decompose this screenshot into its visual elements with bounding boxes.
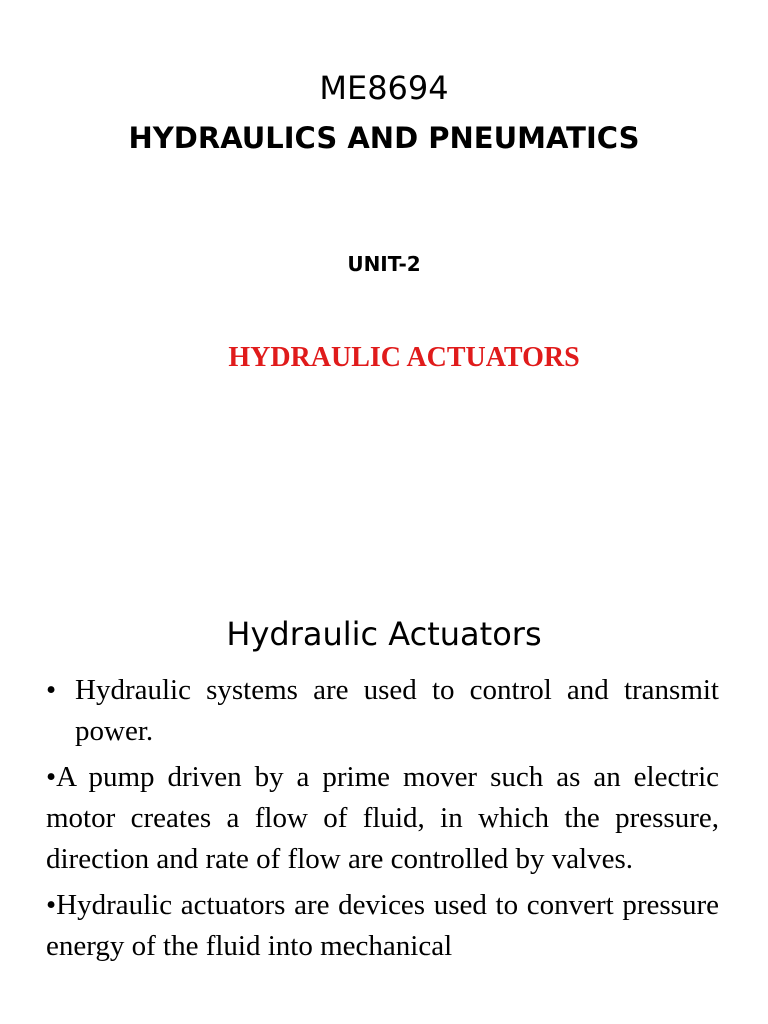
list-item [46,885,719,967]
bullet-icon: • [46,761,57,793]
list-item [46,670,719,752]
bullet-text: Hydraulic actuators are devices used to convert pressure energy of the fluid into mechanical [46,889,719,962]
topic-title: HYDRAULIC ACTUATORS [228,342,580,373]
course-title: HYDRAULICS AND PNEUMATICS [128,121,640,155]
bullet-text: A pump driven by a prime mover such as an electric motor creates a flow of fluid, in which the pressure, direction and rate of flow are controlled by valves. [46,761,719,875]
slide-title: Hydraulic Actuators [226,615,542,653]
unit-label: UNIT-2 [347,252,421,276]
bullet-list [46,670,719,972]
bullet-icon: • [46,889,57,921]
list-item [46,757,719,880]
course-code: ME8694 [319,69,449,107]
bullet-text: Hydraulic systems are used to control and transmit power. [75,674,719,747]
bullet-icon: • [46,674,57,706]
